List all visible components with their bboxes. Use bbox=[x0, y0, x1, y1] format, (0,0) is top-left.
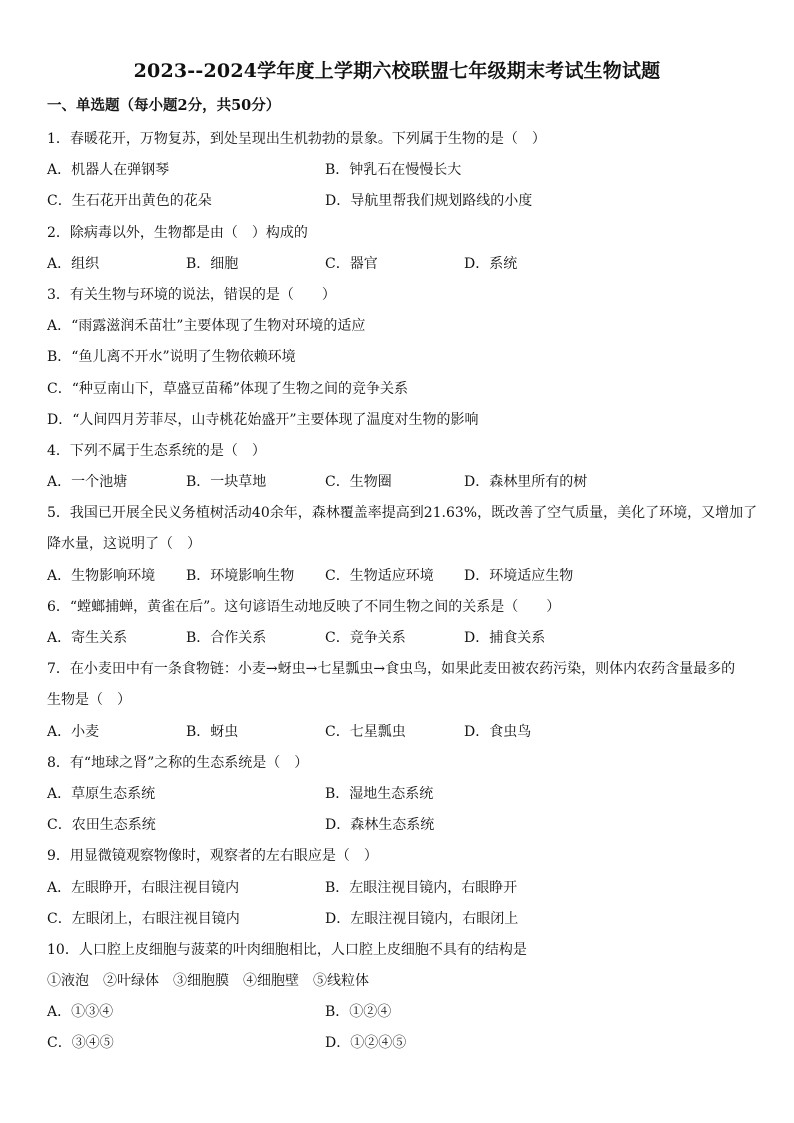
option-row bbox=[47, 249, 757, 280]
question-stem: 6．“螳螂捕蝉，黄雀在后”。这句谚语生动地反映了不同生物之间的关系是（ ） bbox=[47, 598, 561, 615]
option-row bbox=[47, 873, 757, 904]
option-row bbox=[47, 561, 757, 592]
option-row bbox=[47, 467, 757, 498]
option-row bbox=[47, 904, 757, 935]
option-b: B．环境影响生物 bbox=[186, 567, 295, 584]
question-stem: 2．除病毒以外，生物都是由（ ）构成的 bbox=[47, 224, 308, 241]
question-stem: 生物是（ ） bbox=[47, 692, 131, 709]
question-item bbox=[47, 280, 757, 436]
option-d: D．森林生态系统 bbox=[325, 817, 435, 834]
option-d: D．捕食关系 bbox=[464, 630, 546, 646]
section-heading: 一、单选题（每小题2分，共50分） bbox=[47, 97, 281, 114]
option-d: D．系统 bbox=[464, 255, 518, 272]
option-row bbox=[47, 623, 757, 654]
option-d: D．①②④⑤ bbox=[325, 1035, 407, 1052]
option-row bbox=[47, 186, 757, 217]
question-item bbox=[47, 498, 757, 592]
option-b: B．①②④ bbox=[325, 1004, 392, 1021]
option-b: B．钟乳石在慢慢长大 bbox=[325, 162, 462, 179]
option-row bbox=[47, 997, 757, 1028]
option-row bbox=[47, 155, 757, 186]
option-c: C．七星瓢虫 bbox=[325, 723, 406, 740]
question-stem: 10．人口腔上皮细胞与菠菜的叶肉细胞相比，人口腔上皮细胞不具有的结构是 bbox=[47, 941, 527, 958]
option-a: A．草原生态系统 bbox=[47, 785, 156, 802]
question-item bbox=[47, 654, 757, 748]
option-c: C．生石花开出黄色的花朵 bbox=[47, 193, 212, 210]
question-item bbox=[47, 592, 757, 654]
question-item bbox=[47, 841, 757, 935]
option-a: A．小麦 bbox=[47, 723, 100, 740]
option-a: A．生物影响环境 bbox=[47, 567, 156, 584]
option-a: A．①③④ bbox=[47, 1004, 114, 1021]
option-c: C．“种豆南山下，草盛豆苗稀”体现了生物之间的竞争关系 bbox=[47, 380, 409, 397]
option-d: D．环境适应生物 bbox=[464, 567, 574, 584]
option-a: A．机器人在弹钢琴 bbox=[47, 162, 170, 179]
option-c: C．左眼闭上，右眼注视目镜内 bbox=[47, 910, 240, 927]
option-row bbox=[47, 810, 757, 841]
question-stem: 7．在小麦田中有一条食物链：小麦→蚜虫→七星瓢虫→食虫鸟，如果此麦田被农药污染，则体内农药含量最多的 bbox=[47, 661, 736, 678]
question-item bbox=[47, 218, 757, 280]
question-stem: ①液泡 ②叶绿体 ③细胞膜 ④细胞壁 ⑤线粒体 bbox=[47, 973, 369, 990]
question-stem: 3．有关生物与环境的说法，错误的是（ ） bbox=[47, 286, 336, 303]
option-a: A．组织 bbox=[47, 255, 100, 272]
question-item bbox=[47, 748, 757, 842]
option-row bbox=[47, 779, 757, 810]
option-d: D．左眼注视目镜内，右眼闭上 bbox=[325, 910, 519, 927]
question-stem: 8．有“地球之肾”之称的生态系统是（ ） bbox=[47, 754, 309, 771]
option-b: B．一块草地 bbox=[186, 474, 267, 491]
option-b: B．细胞 bbox=[186, 255, 239, 272]
question-stem: 降水量，这说明了（ ） bbox=[47, 536, 201, 553]
option-b: B．湿地生态系统 bbox=[325, 785, 434, 802]
option-d: D．森林里所有的树 bbox=[464, 474, 588, 491]
option-c: C．③④⑤ bbox=[47, 1035, 114, 1052]
option-a: A．寄生关系 bbox=[47, 630, 128, 646]
question-stem: 4．下列不属于生态系统的是（ ） bbox=[47, 442, 266, 459]
option-b: B．合作关系 bbox=[186, 630, 267, 646]
option-d: D．“人间四月芳菲尽，山寺桃花始盛开”主要体现了温度对生物的影响 bbox=[47, 411, 479, 428]
option-a: A．一个池塘 bbox=[47, 474, 128, 491]
question-item bbox=[47, 935, 757, 1060]
question-stem: 1．春暖花开，万物复苏，到处呈现出生机勃勃的景象。下列属于生物的是（ ） bbox=[47, 131, 546, 147]
option-row bbox=[47, 717, 757, 748]
exam-title: 2023--2024学年度上学期六校联盟七年级期末考试生物试题 bbox=[133, 60, 661, 82]
option-row bbox=[47, 1028, 757, 1059]
question-item bbox=[47, 436, 757, 498]
option-a: A．“雨露滋润禾苗壮”主要体现了生物对环境的适应 bbox=[47, 318, 366, 335]
option-b: B．蚜虫 bbox=[186, 723, 239, 740]
option-c: C．生物适应环境 bbox=[325, 567, 434, 584]
option-c: C．生物圈 bbox=[325, 474, 392, 491]
option-a: A．左眼睁开，右眼注视目镜内 bbox=[47, 879, 240, 896]
question-stem: 5．我国已开展全民义务植树活动40余年，森林覆盖率提高到21.63%，既改善了空气质量，美化了环境，又增加了 bbox=[47, 505, 758, 522]
option-b: B．左眼注视目镜内，右眼睁开 bbox=[325, 879, 518, 896]
question-item bbox=[47, 124, 757, 218]
option-d: D．导航里帮我们规划路线的小度 bbox=[325, 193, 533, 210]
option-c: C．竞争关系 bbox=[325, 630, 406, 646]
option-c: C．器官 bbox=[325, 255, 378, 272]
question-stem: 9．用显微镜观察物像时，观察者的左右眼应是（ ） bbox=[47, 848, 378, 865]
option-b: B．“鱼儿离不开水”说明了生物依赖环境 bbox=[47, 349, 296, 366]
question-list bbox=[47, 124, 757, 1060]
option-c: C．农田生态系统 bbox=[47, 817, 156, 834]
option-d: D．食虫鸟 bbox=[464, 723, 532, 740]
